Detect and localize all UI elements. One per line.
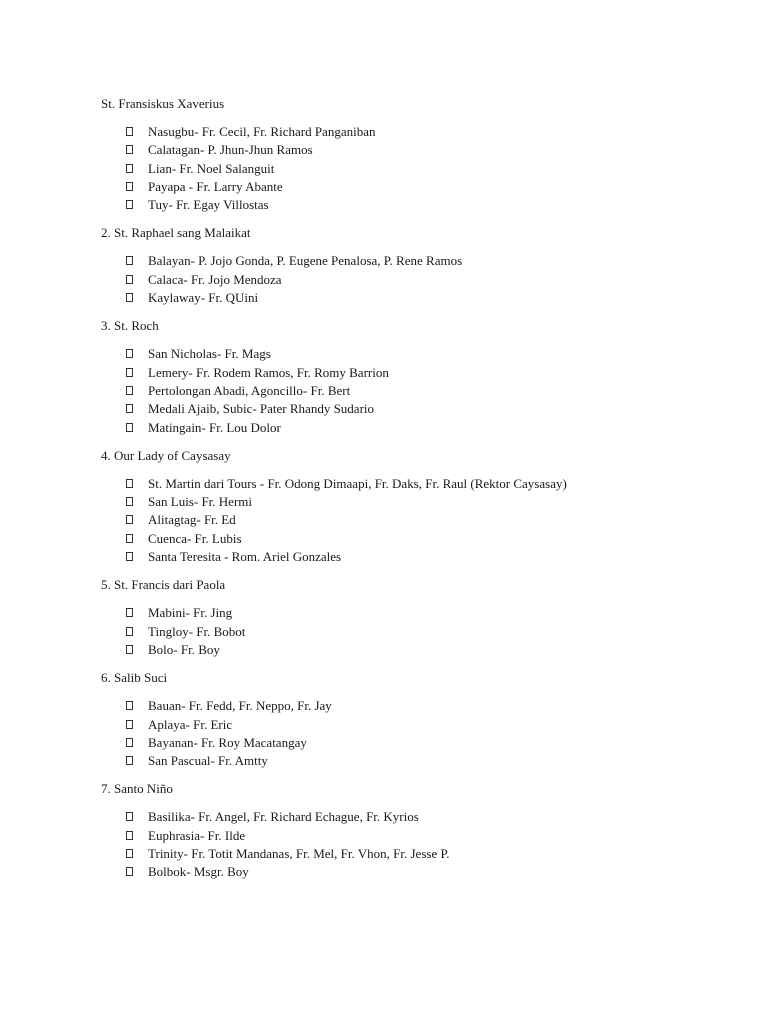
item-text: Alitagtag- Fr. Ed (148, 512, 236, 528)
bullet-box-icon (126, 275, 133, 284)
list-item (101, 382, 721, 400)
section-heading: 6. Salib Suci (101, 670, 168, 686)
item-text: San Nicholas- Fr. Mags (148, 346, 271, 362)
item-text: Bayanan- Fr. Roy Macatangay (148, 734, 307, 750)
bullet-box-icon (126, 182, 133, 191)
bullet-box-icon (126, 256, 133, 265)
bullet-box-icon (126, 404, 133, 413)
list-item (101, 697, 721, 715)
bullet-box-icon (126, 164, 133, 173)
section-heading: St. Fransiskus Xaverius (101, 96, 225, 111)
bullet-box-icon (126, 608, 133, 617)
parish-list (101, 123, 721, 214)
bullet-box-icon (126, 552, 133, 561)
item-text: Bolo- Fr. Boy (148, 641, 220, 657)
bullet-box-icon (126, 867, 133, 876)
item-text: Cuenca- Fr. Lubis (148, 530, 242, 546)
list-item (101, 400, 721, 418)
list-item (101, 734, 721, 752)
bullet-box-icon (126, 515, 133, 524)
parish-list (101, 808, 721, 881)
bullet-box-icon (126, 812, 133, 821)
list-item (101, 289, 721, 307)
bullet-box-icon (126, 386, 133, 395)
list-item (101, 827, 721, 845)
bullet-box-icon (126, 627, 133, 636)
list-item (101, 752, 721, 770)
bullet-box-icon (126, 293, 133, 302)
list-item (101, 530, 721, 548)
parish-list (101, 604, 721, 659)
item-text: Trinity- Fr. Totit Mandanas, Fr. Mel, Fr. Vhon, Fr. Jesse P. (148, 846, 450, 862)
item-text: Payapa - Fr. Larry Abante (148, 178, 283, 194)
bullet-box-icon (126, 423, 133, 432)
list-item (101, 548, 721, 566)
item-text: Bauan- Fr. Fedd, Fr. Neppo, Fr. Jay (148, 698, 332, 714)
bullet-box-icon (126, 479, 133, 488)
item-text: Euphrasia- Fr. Ilde (148, 827, 246, 843)
list-item (101, 641, 721, 659)
bullet-box-icon (126, 145, 133, 154)
item-text: Calaca- Fr. Jojo Mendoza (148, 271, 282, 287)
list-item (101, 863, 721, 881)
list-item (101, 716, 721, 734)
item-text: Tuy- Fr. Egay Villostas (148, 197, 269, 213)
bullet-box-icon (126, 349, 133, 358)
list-item (101, 196, 721, 214)
item-text: Medali Ajaib, Subic- Pater Rhandy Sudario (148, 401, 375, 417)
list-item (101, 178, 721, 196)
section-2 (101, 224, 721, 307)
bullet-box-icon (126, 738, 133, 747)
bullet-box-icon (126, 701, 133, 710)
item-text: Lian- Fr. Noel Salanguit (148, 160, 275, 176)
item-text: Pertolongan Abadi, Agoncillo- Fr. Bert (148, 382, 351, 398)
bullet-box-icon (126, 200, 133, 209)
item-text: Tingloy- Fr. Bobot (148, 623, 246, 639)
section-heading: 2. St. Raphael sang Malaikat (101, 225, 251, 241)
bullet-box-icon (126, 497, 133, 506)
item-text: Aplaya- Fr. Eric (148, 716, 233, 732)
document-body (101, 95, 721, 892)
item-text: Santa Teresita - Rom. Ariel Gonzales (148, 549, 342, 565)
item-text: Balayan- P. Jojo Gonda, P. Eugene Penalosa, P. Rene Ramos (148, 253, 463, 269)
bullet-box-icon (126, 127, 133, 136)
item-text: Calatagan- P. Jhun-Jhun Ramos (148, 142, 313, 158)
item-text: Bolbok- Msgr. Boy (148, 864, 249, 880)
parish-list (101, 252, 721, 307)
parish-list (101, 475, 721, 566)
section-heading: 7. Santo Niño (101, 781, 173, 797)
section-3 (101, 317, 721, 436)
bullet-box-icon (126, 720, 133, 729)
item-text: Basilika- Fr. Angel, Fr. Richard Echague, Fr. Kyrios (148, 809, 419, 825)
item-text: Nasugbu- Fr. Cecil, Fr. Richard Panganiban (148, 124, 376, 139)
bullet-box-icon (126, 534, 133, 543)
list-item (101, 141, 721, 159)
list-item (101, 475, 721, 493)
list-item (101, 364, 721, 382)
list-item (101, 604, 721, 622)
parish-list (101, 345, 721, 436)
list-item (101, 345, 721, 363)
section-5 (101, 576, 721, 659)
bullet-box-icon (126, 849, 133, 858)
list-item (101, 160, 721, 178)
section-1 (101, 95, 721, 214)
item-text: San Pascual- Fr. Amtty (148, 753, 268, 769)
item-text: San Luis- Fr. Hermi (148, 494, 252, 510)
section-4 (101, 447, 721, 566)
list-item (101, 845, 721, 863)
list-item (101, 623, 721, 641)
bullet-box-icon (126, 368, 133, 377)
list-item (101, 419, 721, 437)
section-7 (101, 780, 721, 881)
list-item (101, 808, 721, 826)
parish-list (101, 697, 721, 770)
item-text: Lemery- Fr. Rodem Ramos, Fr. Romy Barrion (148, 364, 389, 380)
bullet-box-icon (126, 831, 133, 840)
section-6 (101, 669, 721, 770)
list-item (101, 511, 721, 529)
section-heading: 3. St. Roch (101, 318, 159, 334)
item-text: Matingain- Fr. Lou Dolor (148, 419, 281, 435)
section-heading: 4. Our Lady of Caysasay (101, 447, 231, 463)
list-item (101, 493, 721, 511)
bullet-box-icon (126, 645, 133, 654)
item-text: Kaylaway- Fr. QUini (148, 290, 259, 306)
item-text: St. Martin dari Tours - Fr. Odong Dimaapi, Fr. Daks, Fr. Raul (Rektor Caysasay) (148, 475, 567, 491)
bullet-box-icon (126, 756, 133, 765)
section-heading: 5. St. Francis dari Paola (101, 577, 226, 593)
list-item (101, 252, 721, 270)
item-text: Mabini- Fr. Jing (148, 605, 233, 621)
list-item (101, 123, 721, 141)
list-item (101, 271, 721, 289)
